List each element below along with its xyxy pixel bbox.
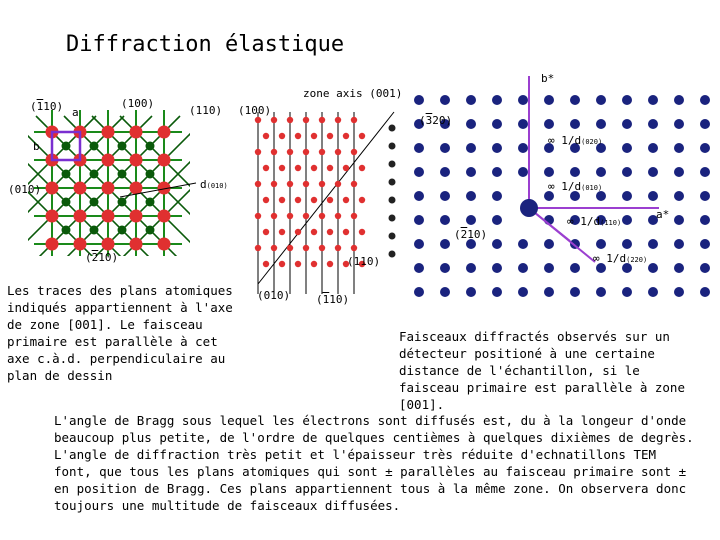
diffraction-spot (492, 95, 502, 105)
diffraction-spot (440, 287, 450, 297)
diffraction-spot (674, 263, 684, 273)
diffraction-spot (466, 191, 476, 201)
diffraction-spot (700, 239, 710, 249)
diffraction-spot (622, 287, 632, 297)
diffraction-spot (466, 215, 476, 225)
diffraction-spot (440, 95, 450, 105)
diffraction-spot (674, 239, 684, 249)
label-a-star: a* (656, 208, 670, 221)
diffraction-spot (414, 95, 424, 105)
diffraction-spot (492, 215, 502, 225)
diffraction-spot (596, 95, 606, 105)
diffraction-spot (570, 119, 580, 129)
diffraction-spot (492, 143, 502, 153)
diffraction-spot (544, 239, 554, 249)
diffraction-spot (492, 167, 502, 177)
diffraction-spot (492, 191, 502, 201)
primary-beam-spot (520, 199, 538, 217)
diffraction-spot (414, 263, 424, 273)
diffraction-spot (648, 95, 658, 105)
diffraction-spot (414, 287, 424, 297)
diffraction-spot (518, 167, 528, 177)
diffraction-spot (414, 167, 424, 177)
diffraction-spot (466, 263, 476, 273)
diffraction-spot (414, 191, 424, 201)
diffraction-spot (414, 143, 424, 153)
diffraction-spot (544, 287, 554, 297)
label-110-left: (110) (189, 104, 223, 117)
label-m320: (320) (419, 114, 453, 127)
diffraction-spot (596, 239, 606, 249)
diffraction-spot (570, 287, 580, 297)
diffraction-spot (414, 215, 424, 225)
diffraction-spot (648, 263, 658, 273)
label-010-left: (010) (8, 183, 42, 196)
label-m210-rec: (210) (454, 228, 488, 241)
diffraction-spot (700, 263, 710, 273)
diffraction-spot (466, 167, 476, 177)
label-b: b (33, 140, 40, 153)
diffraction-spot (466, 119, 476, 129)
diffraction-spot (700, 287, 710, 297)
label-d010: d(010) (200, 178, 228, 191)
label-110-mid: (110) (347, 255, 381, 268)
label-inv-d220: ∞ 1/d(220) (593, 252, 648, 265)
diffraction-spot (648, 191, 658, 201)
diffraction-spot (674, 287, 684, 297)
diffraction-spot (544, 95, 554, 105)
diffraction-spot (622, 239, 632, 249)
diffraction-spot (622, 143, 632, 153)
diffraction-spot (492, 287, 502, 297)
diffraction-spot (700, 215, 710, 225)
diffraction-spot (466, 95, 476, 105)
label-100-left: (100) (121, 97, 155, 110)
diffraction-spot (622, 95, 632, 105)
diffraction-spot (674, 143, 684, 153)
diffraction-spot (596, 167, 606, 177)
diffraction-spot (648, 239, 658, 249)
diffraction-spot (622, 167, 632, 177)
diffraction-spot (518, 287, 528, 297)
diffraction-spot (440, 167, 450, 177)
diffraction-spot (674, 191, 684, 201)
diffraction-spot (570, 167, 580, 177)
diffraction-spot (622, 215, 632, 225)
label-zone-axis: zone axis (001) (303, 87, 403, 100)
diffraction-spot (700, 119, 710, 129)
description-bottom: L'angle de Bragg sous lequel les électrons sont diffusés est, du à la longeur d'onde beaucoup plus petite, de l'ordre de quelques centièmes à quelques dixièmes de degrès. L'angle de diffraction très petit et l'épaisseur très réduite d'echnatillons TEM font, que tous les plans atomiques qui sont ± parallèles au faisceau primaire sont ± en position de Bragg. Ces plans appartiennent tous à la même zone. On observera donc toujours une multitude de faisceaux diffusées. (54, 413, 694, 513)
label-m110-mid: (110) (316, 293, 350, 306)
diffraction-spot (570, 95, 580, 105)
diffraction-spot (570, 263, 580, 273)
diffraction-spot (518, 143, 528, 153)
diffraction-spot (674, 95, 684, 105)
diffraction-spot (700, 167, 710, 177)
diffraction-spot (518, 119, 528, 129)
diffraction-spot (440, 143, 450, 153)
label-inv-d020: ∞ 1/d(020) (548, 134, 603, 147)
label-010-mid: (010) (257, 289, 291, 302)
diffraction-spot (440, 263, 450, 273)
diffraction-spot (700, 95, 710, 105)
diffraction-spot (622, 119, 632, 129)
description-right: Faisceaux diffractés observés sur un détecteur positioné à une certaine distance de l'échantillon, si le faisceau primaire est parallèle à zone [001]. (399, 329, 685, 412)
diffraction-spot (414, 239, 424, 249)
diffraction-spot (596, 119, 606, 129)
diffraction-spot (596, 287, 606, 297)
diffraction-spot (674, 215, 684, 225)
page-title: Diffraction élastique (66, 32, 345, 57)
label-m110-left: (110) (30, 100, 64, 113)
diffraction-spot (674, 167, 684, 177)
label-inv-d110: ∞ 1/d(110) (567, 215, 622, 228)
diffraction-spot (648, 287, 658, 297)
diffraction-spot (700, 143, 710, 153)
diffraction-spot (544, 119, 554, 129)
diffraction-spot (544, 263, 554, 273)
diffraction-spot (440, 215, 450, 225)
diffraction-spot (648, 119, 658, 129)
diffraction-spot (492, 263, 502, 273)
diffraction-spot (492, 239, 502, 249)
description-left: Les traces des plans atomiques indiqués appartiennent à l'axe de zone [001]. Le faisceau primaire est parallèle à cet axe c.à.d. perpendiculaire au plan de dessin (7, 283, 233, 383)
diffraction-spot (466, 287, 476, 297)
diffraction-spot (700, 191, 710, 201)
diffraction-spot (518, 263, 528, 273)
diffraction-spot (544, 167, 554, 177)
diffraction-spot (648, 143, 658, 153)
diffraction-spot (466, 143, 476, 153)
label-100-mid: (100) (238, 104, 272, 117)
diffraction-spot (674, 119, 684, 129)
diffraction-spot (648, 167, 658, 177)
diffraction-spot (440, 191, 450, 201)
label-b-star: b* (541, 72, 555, 85)
diffraction-spot (492, 119, 502, 129)
diffraction-spot (518, 239, 528, 249)
label-m210-left: (210) (85, 251, 119, 264)
diffraction-spot (518, 95, 528, 105)
diffraction-spot (622, 191, 632, 201)
label-inv-d010: ∞ 1/d(010) (548, 180, 603, 193)
label-a: a (72, 106, 79, 119)
diffraction-spot (440, 239, 450, 249)
